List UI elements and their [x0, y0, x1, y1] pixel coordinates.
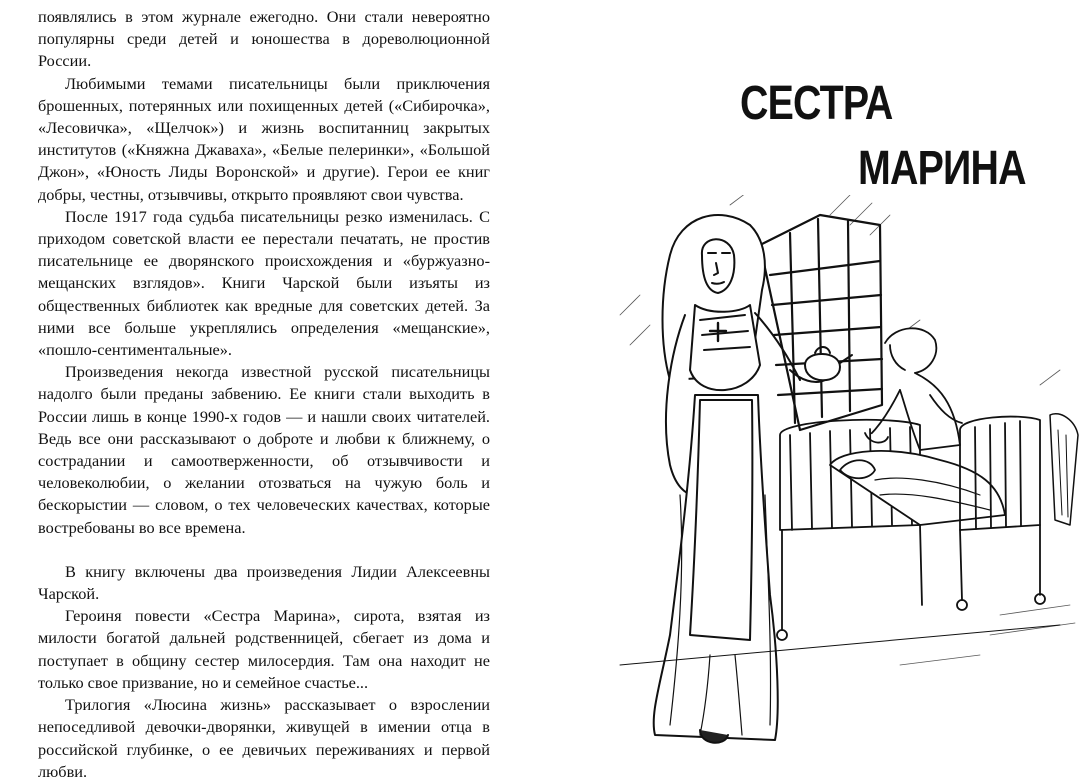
paragraph-gap: [38, 539, 490, 561]
book-title-line-2: МАРИНА: [858, 142, 1026, 195]
book-title-line-1: СЕСТРА: [740, 77, 893, 130]
paragraph-7: Трилогия «Люсина жизнь» рассказывает о взрослении непоседливой девочки-дворянки, живущей в имении отца в российской глубинке, о ее девичьих переживаниях и первой любви.: [38, 695, 490, 781]
paragraph-5: В книгу включены два произведения Лидии Алексеевны Чарской.: [38, 561, 490, 604]
left-page-text: [38, 6, 490, 783]
paragraph-4: Произведения некогда известной русской писательницы надолго были преданы забвению. Ее книги стали выходить в России лишь в конце 1990-х годов — и нашли своих читателей. Ведь все они рассказывают о доброте и любви к ближнему, о сострадании и самоотверженности, об отзывчивости и человеколюбии, о желании отозваться на чужую боль и бескорыстии — словом, о тех человеческих качествах, которые востребованы во все времена.: [38, 362, 490, 537]
paragraph-1: появлялись в этом журнале ежегодно. Они стали невероятно популярны среди детей и юношества в дореволюционной России.: [38, 7, 490, 71]
nurse-in-hospital-ward-illustration: [600, 195, 1080, 750]
paragraph-3: После 1917 года судьба писательницы резко изменилась. С приходом советской власти ее перестали печатать, не простив писательнице ее дворянского происхождения и «буржуазно-мещанских взглядов». Книги Чарской были изъяты из общественных библиотек как вредные для советских детей. За ними все больше укреплялись определения «мещанские», «пошло-сентиментальные».: [38, 206, 490, 360]
paragraph-6: Героиня повести «Сестра Марина», сирота, взятая из милости богатой дальней родственницей, сбегает из дома и поступает в общину сестер милосердия. Там она находит не только свое призвание, но и семейное счастье...: [38, 606, 490, 692]
paragraph-2: Любимыми темами писательницы были приключения брошенных, потерянных или похищенных детей («Сибирочка», «Лесовичка», «Щелчок») и жизнь воспитанниц закрытых институтов («Княжна Джаваха», «Белые пелеринки», «Большой Джон», «Юность Лиды Воронской» и другие). Герои ее книг добры, честны, отзывчивы, открыто проявляют свои чувства.: [38, 73, 490, 204]
right-page: [560, 0, 1092, 753]
